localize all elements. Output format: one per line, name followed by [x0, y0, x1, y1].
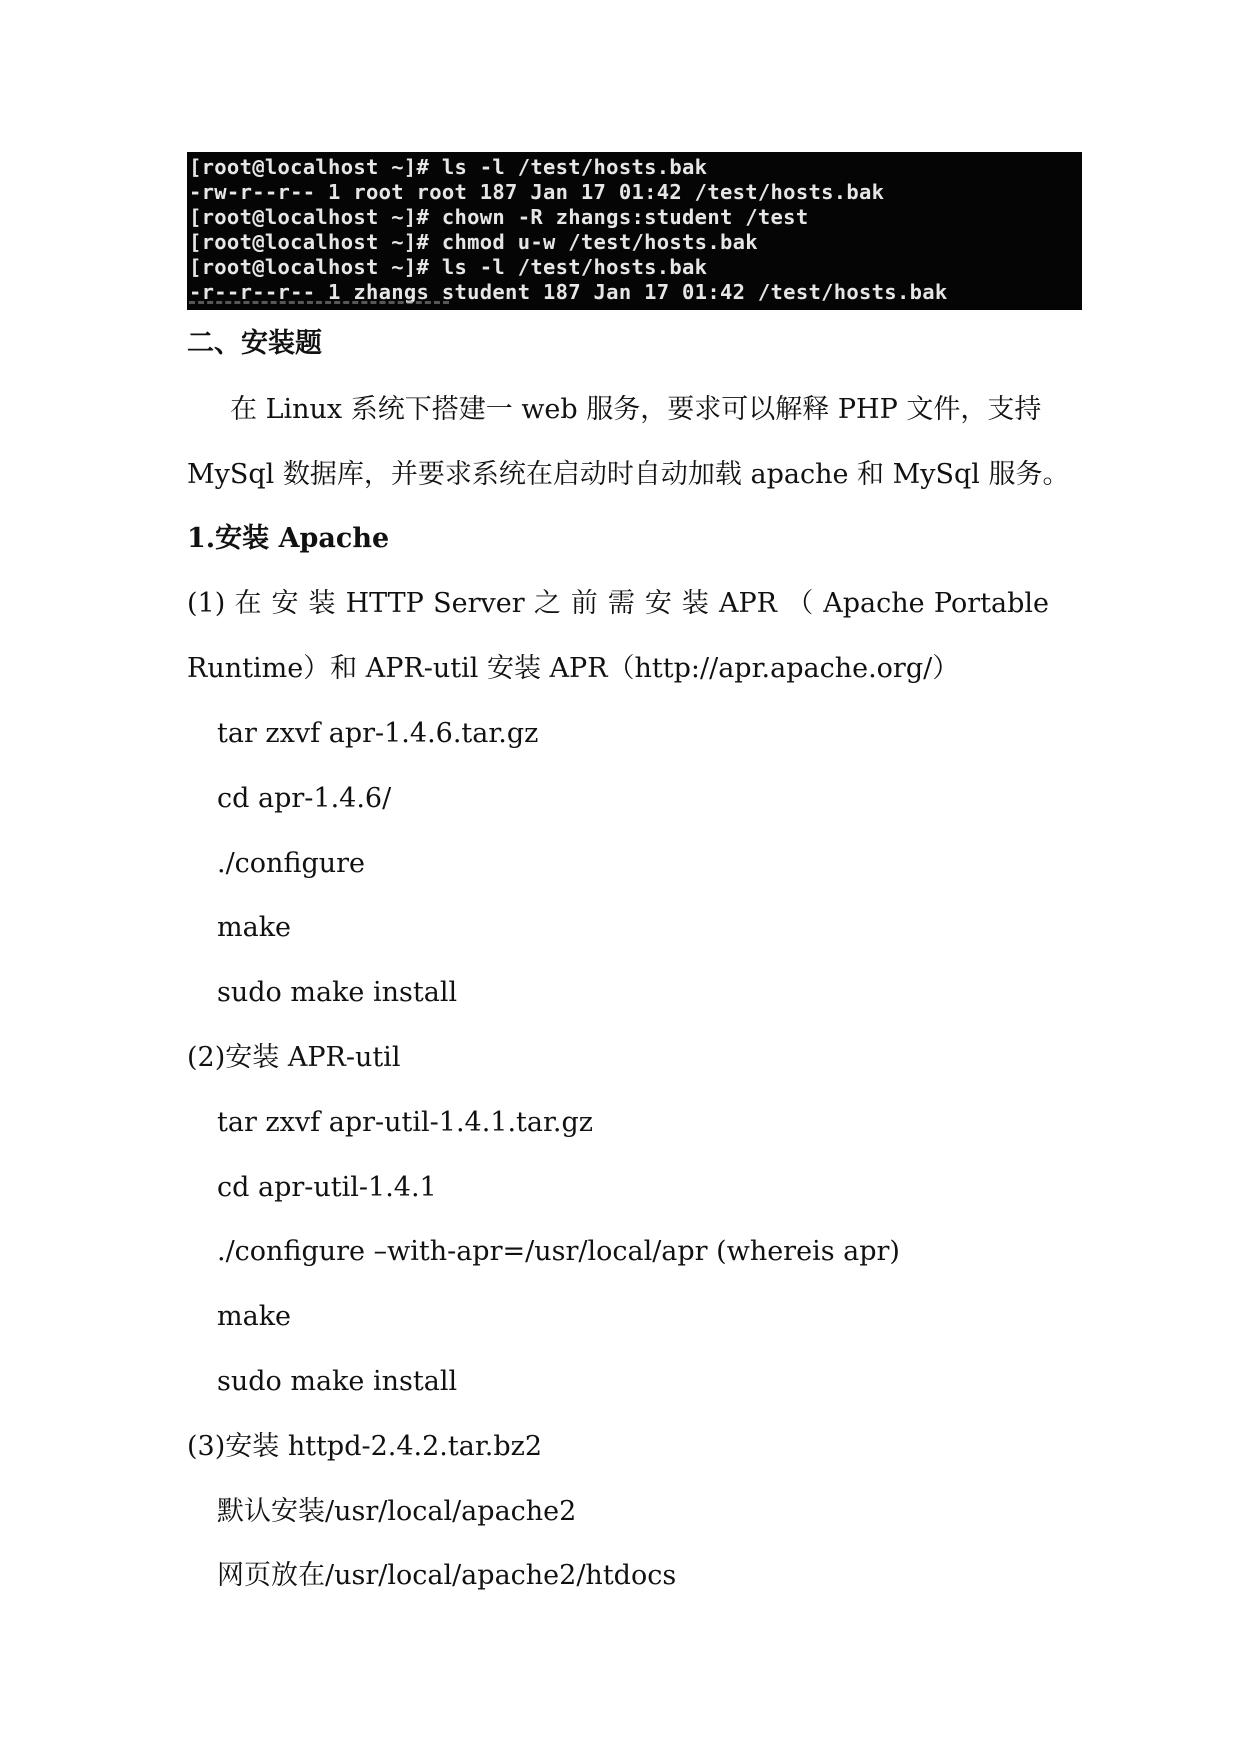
note-line: 默认安装/usr/local/apache2: [217, 1496, 577, 1527]
apr-note-line-1: (1) 在 安 装 HTTP Server 之 前 需 安 装 APR （ Apache Portable: [187, 588, 1049, 619]
apr-note-line-2: Runtime）和 APR-util 安装 APR（http://apr.apache.org/）: [187, 653, 960, 684]
terminal-line: [root@localhost ~]# ls -l /test/hosts.bak: [189, 155, 708, 179]
command-line: cd apr-1.4.6/: [217, 783, 392, 814]
command-line: sudo make install: [217, 977, 458, 1008]
command-line: make: [217, 912, 292, 943]
command-line: tar zxvf apr-util-1.4.1.tar.gz: [217, 1107, 594, 1138]
terminal-line: [root@localhost ~]# chown -R zhangs:student /test: [189, 205, 809, 229]
note-line: 网页放在/usr/local/apache2/htdocs: [217, 1560, 677, 1591]
step-heading: 1.安装 Apache: [187, 523, 390, 554]
terminal-line: [root@localhost ~]# ls -l /test/hosts.bak: [189, 255, 708, 279]
command-line: cd apr-util-1.4.1: [217, 1172, 437, 1203]
command-line: sudo make install: [217, 1366, 458, 1397]
intro-line-2: MySql 数据库，并要求系统在启动时自动加载 apache 和 MySql 服务。: [187, 459, 1070, 490]
command-line: tar zxvf apr-1.4.6.tar.gz: [217, 718, 539, 749]
sub-step-heading: (2)安装 APR-util: [187, 1042, 401, 1073]
intro-line-1: 在 Linux 系统下搭建一 web 服务，要求可以解释 PHP 文件，支持: [230, 394, 1042, 425]
command-line: make: [217, 1301, 292, 1332]
terminal-line: -rw-r--r-- 1 root root 187 Jan 17 01:42 /test/hosts.bak: [189, 180, 885, 204]
sub-step-heading: (3)安装 httpd-2.4.2.tar.bz2: [187, 1431, 543, 1462]
command-line: ./configure –with-apr=/usr/local/apr (whereis apr): [217, 1236, 900, 1267]
terminal-screenshot: [187, 152, 1082, 310]
cropped-line-remnant: [189, 301, 449, 308]
section-heading: 二、安装题: [187, 328, 322, 359]
terminal-line: [root@localhost ~]# chmod u-w /test/hosts.bak: [189, 230, 758, 254]
terminal-line: -r--r--r-- 1 zhangs student 187 Jan 17 01:42 /test/hosts.bak: [189, 280, 948, 304]
command-line: ./configure: [217, 848, 366, 879]
